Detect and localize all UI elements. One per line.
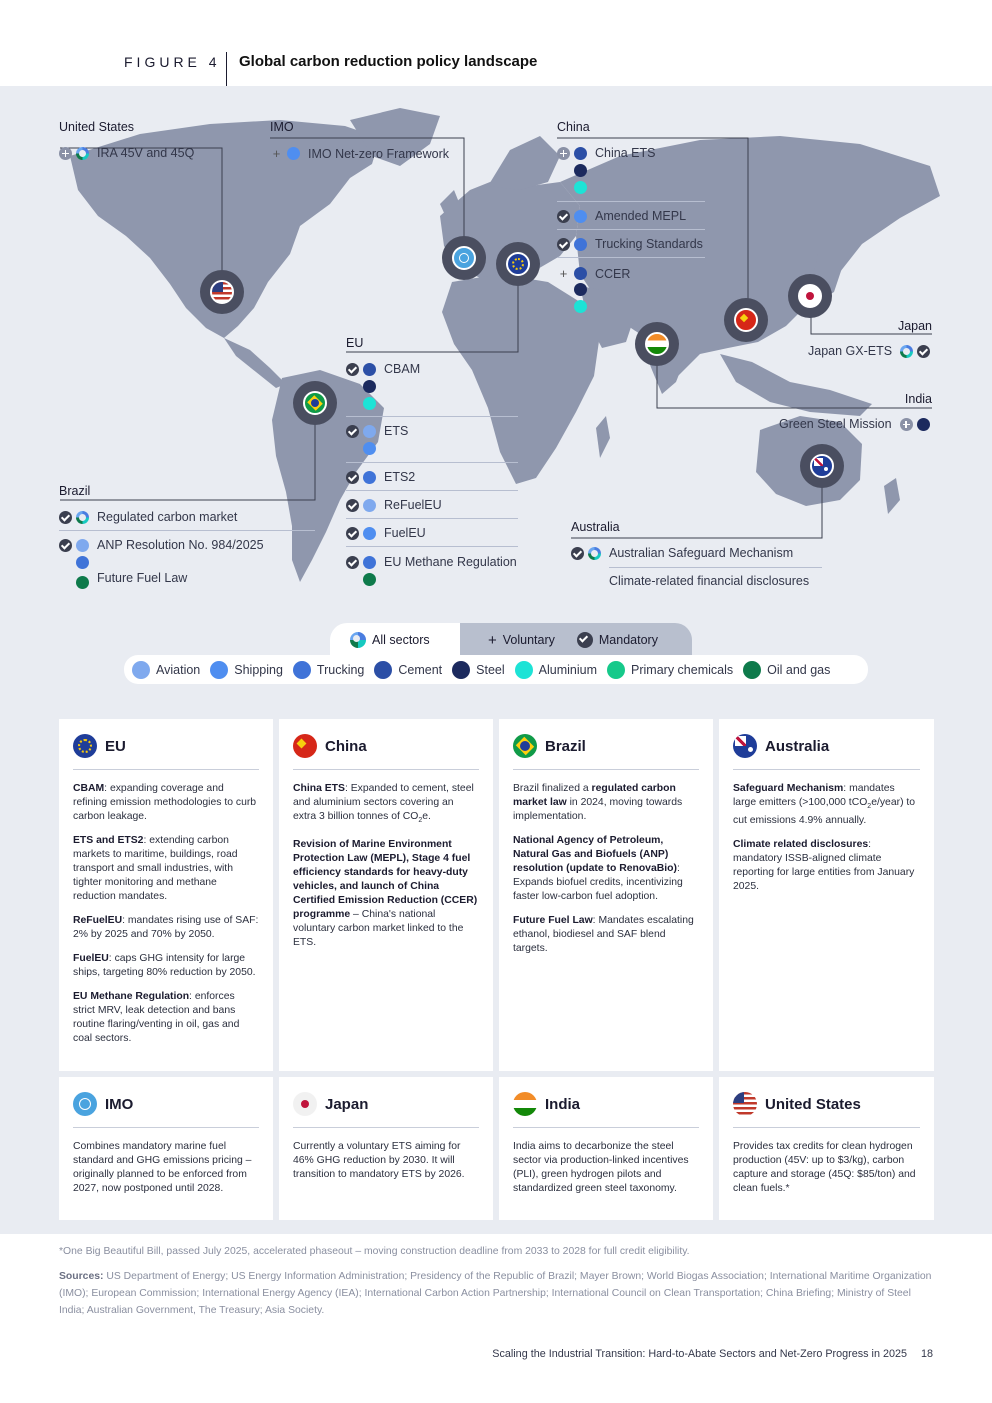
shipping-icon <box>574 210 587 223</box>
china-policy-mepl[interactable]: Amended MEPL <box>557 209 686 223</box>
divider <box>293 1127 479 1128</box>
divider <box>59 530 315 531</box>
region-eu-name: EU <box>346 336 364 350</box>
steel-icon <box>917 418 930 431</box>
brazil-policy-carbon-market[interactable]: Regulated carbon market <box>59 510 237 524</box>
tab-commitment-type[interactable] <box>460 623 692 657</box>
divider <box>733 1127 920 1128</box>
card-australia <box>719 719 934 1071</box>
steel-icon <box>363 380 376 393</box>
oil-gas-icon <box>76 576 89 589</box>
aluminium-icon <box>574 300 587 313</box>
japan-flag-icon <box>798 284 822 308</box>
southeast-asia <box>720 354 872 416</box>
card-title: Australia <box>765 737 830 755</box>
aluminium-dot <box>515 661 533 679</box>
steel-icon <box>574 283 587 296</box>
eu-policy-refueleu[interactable]: ReFuelEU <box>346 498 442 512</box>
legend-trucking: Trucking <box>293 661 364 679</box>
card-text: ReFuelEU: mandates rising use of SAF: 2% by 2025 and 70% by 2050. <box>73 915 259 940</box>
mandatory-icon <box>59 511 72 524</box>
footnote: *One Big Beautiful Bill, passed July 2025, accelerated phaseout – moving construction deadline from 2033 to 2028 for full credit eligibility. <box>59 1246 690 1257</box>
card-title: EU <box>105 737 126 755</box>
world-map <box>0 86 992 706</box>
region-australia-name: Australia <box>571 520 620 534</box>
card-text: China ETS: Expanded to cement, steel and aluminium sectors covering an extra 3 billion tonnes of $CO_2e$. <box>293 783 474 825</box>
region-japan-name: Japan <box>897 319 932 333</box>
imo-emblem-icon <box>73 1092 97 1116</box>
region-us-name: United States <box>59 120 135 134</box>
eu-flag-pin[interactable] <box>496 242 540 286</box>
china-policy-ets[interactable]: China ETS <box>557 146 655 160</box>
australia-policy-safeguard[interactable]: Australian Safeguard Mechanism <box>571 546 793 560</box>
card-japan <box>279 1077 493 1220</box>
card-text: CBAM: expanding coverage and refining emission methodologies to curb carbon leakage. <box>73 783 257 822</box>
sources: Sources: US Department of Energy; US Energy Information Administration; Presidency of the Republic of Brazil; Mayer Brown; World Biogas Association; International Maritime Organization (IMO); European Commission; International Energy Agency (IEA); International Carbon Action Partnership; International Council on Clean Transportation; China Briefing; Ministry of Steel India; Australian Government, The Treasury; Asia Society. <box>59 1271 932 1316</box>
figure-header <box>0 0 992 86</box>
card-united-states <box>719 1077 934 1220</box>
voluntary-icon: + <box>272 146 281 161</box>
check-icon <box>577 632 593 648</box>
cards-section <box>0 706 992 1234</box>
oil-gas-dot <box>743 661 761 679</box>
india-flag-icon <box>645 332 669 356</box>
scandinavia <box>488 136 560 190</box>
mandatory-icon <box>571 547 584 560</box>
card-text: Safeguard Mechanism: mandates large emitters (>100,000 tCO$_2$e/year) to cut emissions 4.9% annually. <box>733 783 916 827</box>
legend-steel: Steel <box>452 661 505 679</box>
us-policy-ira[interactable]: IRA 45V and 45Q <box>59 146 194 160</box>
legend-oil-gas: Oil and gas <box>743 661 830 679</box>
cement-icon <box>574 147 587 160</box>
card-title: Japan <box>325 1095 369 1113</box>
legend-aviation: Aviation <box>132 661 200 679</box>
brazil-flag-icon <box>303 391 327 415</box>
mandatory-icon <box>346 425 359 438</box>
tab-all-sectors[interactable]: All sectors <box>330 623 470 657</box>
india-flag-icon <box>513 1092 537 1116</box>
brazil-policy-future-fuel[interactable]: Future Fuel Law <box>59 566 187 589</box>
brazil-policy-anp[interactable]: ANP Resolution No. 984/2025 <box>59 538 264 552</box>
region-brazil-name: Brazil <box>59 484 91 498</box>
legend-mandatory: Mandatory <box>577 632 658 648</box>
voluntary-icon: + <box>559 266 568 281</box>
madagascar <box>596 416 610 458</box>
steel-dot <box>452 661 470 679</box>
japan-flag-pin[interactable] <box>788 274 832 318</box>
card-text: Combines mandatory marine fuel standard and GHG emissions pricing – originally planned to be enforced from 2027, now postponed until 2028. <box>73 1141 252 1194</box>
aviation-icon <box>76 539 89 552</box>
divider <box>609 567 822 568</box>
all-sectors-icon <box>900 345 913 358</box>
all-sectors-icon <box>76 147 89 160</box>
card-text: Revision of Marine Environment Protection Law (MEPL), Stage 4 fuel efficiency standards for heavy-duty vehicles, and launch of China Certified Emission Reduction (CCER) programme – China's national voluntary carbon market linked to the ETS. <box>293 839 478 949</box>
voluntary-icon <box>900 418 913 431</box>
india-flag-pin[interactable] <box>635 322 679 366</box>
card-text: ETS and ETS2: extending carbon markets to maritime, buildings, road transport and small industries, with tighter monitoring and methane reduction mandates. <box>73 835 238 902</box>
legend-shipping: Shipping <box>210 661 283 679</box>
china-flag-pin[interactable] <box>724 298 768 342</box>
figure-divider <box>226 52 227 86</box>
card-india <box>499 1077 713 1220</box>
shipping-icon <box>287 147 300 160</box>
card-text: Provides tax credits for clean hydrogen production (45V: up to $3/kg), carbon capture and storage (45Q: $85/ton) and clean fuels.* <box>733 1141 916 1194</box>
legend-primary-chemicals: Primary chemicals <box>607 661 733 679</box>
us-flag-icon <box>733 1092 757 1116</box>
divider <box>293 769 479 770</box>
card-text: Climate related disclosures: mandatory ISSB-aligned climate reporting for large entities from January 2025. <box>733 839 915 893</box>
region-imo-name: IMO <box>270 120 294 134</box>
divider <box>513 1127 699 1128</box>
legend-voluntary: + Voluntary <box>488 631 555 649</box>
divider <box>73 769 259 770</box>
shipping-icon <box>363 442 376 455</box>
mandatory-icon <box>346 499 359 512</box>
trucking-icon <box>363 471 376 484</box>
card-brazil <box>499 719 713 1071</box>
card-text: National Agency of Petroleum, Natural Gas and Biofuels (ANP) resolution (update to RenovaBio): Expands biofuel credits, incentivizing faster low-carbon fuel adoption. <box>513 835 683 902</box>
divider <box>733 769 920 770</box>
card-eu <box>59 719 273 1071</box>
china-flag-icon <box>734 308 758 332</box>
divider <box>346 546 518 547</box>
plus-icon: + <box>488 631 497 649</box>
divider <box>346 490 518 491</box>
mandatory-icon <box>59 539 72 552</box>
eu-flag-icon <box>73 734 97 758</box>
sector-legend <box>124 655 868 684</box>
japan-policy-gxets[interactable]: Japan GX-ETS <box>808 344 930 358</box>
us-flag-icon <box>210 280 234 304</box>
card-text: FuelEU: caps GHG intensity for large ships, targeting 80% reduction by 2050. <box>73 953 256 978</box>
mandatory-icon <box>557 210 570 223</box>
us-flag-pin[interactable] <box>200 270 244 314</box>
cement-icon <box>574 267 587 280</box>
japan-flag-icon <box>293 1092 317 1116</box>
divider <box>513 769 699 770</box>
aviation-icon <box>363 499 376 512</box>
card-text: Future Fuel Law: Mandates escalating ethanol, biodiesel and SAF blend targets. <box>513 915 694 954</box>
aluminium-icon <box>574 181 587 194</box>
trucking-dot <box>293 661 311 679</box>
mandatory-icon <box>346 363 359 376</box>
imo-flag-pin[interactable] <box>442 236 486 280</box>
imo-policy-netzero[interactable]: + IMO Net-zero Framework <box>270 146 449 161</box>
card-china <box>279 719 493 1071</box>
divider <box>346 462 518 463</box>
steel-icon <box>574 164 587 177</box>
china-policy-trucking[interactable]: Trucking Standards <box>557 237 703 251</box>
mandatory-icon <box>346 527 359 540</box>
divider <box>346 416 518 417</box>
map-panel <box>0 86 992 706</box>
cement-dot <box>374 661 392 679</box>
voluntary-icon <box>59 147 72 160</box>
eu-policy-methane[interactable]: EU Methane Regulation <box>346 555 517 569</box>
region-india-name: India <box>904 392 932 406</box>
shipping-icon <box>363 527 376 540</box>
footer-title: Scaling the Industrial Transition: Hard-to-Abate Sectors and Net-Zero Progress in 2025 <box>492 1348 907 1360</box>
eu-flag-icon <box>506 252 530 276</box>
shipping-dot <box>210 661 228 679</box>
brazil-flag-pin[interactable] <box>293 381 337 425</box>
card-text: India aims to decarbonize the steel sector via production-linked incentives (PLI), green hydrogen pilots and standardized green steel taxonomy. <box>513 1141 689 1194</box>
card-text: Currently a voluntary ETS aiming for 46% GHG reduction by 2030. It will transition to mandatory ETS by 2026. <box>293 1141 465 1180</box>
divider <box>557 201 705 202</box>
eu-policy-ets2[interactable]: ETS2 <box>346 470 415 484</box>
central-america <box>224 338 286 388</box>
brazil-flag-icon <box>513 734 537 758</box>
card-title: Brazil <box>545 737 586 755</box>
new-zealand <box>884 478 900 514</box>
eu-policy-ets[interactable]: ETS <box>346 424 408 438</box>
divider <box>73 1127 259 1128</box>
trucking-icon <box>574 238 587 251</box>
page-footer <box>492 1348 933 1360</box>
page-number: 18 <box>920 1348 933 1360</box>
all-sectors-icon <box>350 632 366 648</box>
divider <box>557 257 705 258</box>
card-text: EU Methane Regulation: enforces strict MRV, leak detection and bans routine flaring/venting in oil, gas and coal sectors. <box>73 991 240 1044</box>
card-title: India <box>545 1095 581 1113</box>
imo-emblem-icon <box>452 246 476 270</box>
chemicals-dot <box>607 661 625 679</box>
divider <box>346 518 518 519</box>
mandatory-icon <box>346 471 359 484</box>
china-policy-ccer[interactable]: + CCER <box>557 266 630 281</box>
australia-flag-icon <box>733 734 757 758</box>
all-sectors-icon <box>76 511 89 524</box>
card-title: China <box>325 737 367 755</box>
figure-title: Global carbon reduction policy landscape <box>239 53 538 70</box>
cement-icon <box>363 363 376 376</box>
trucking-icon <box>363 556 376 569</box>
australia-flag-icon <box>810 454 834 478</box>
india-policy-greensteel[interactable]: Green Steel Mission <box>779 417 930 431</box>
legend-aluminium: Aluminium <box>515 661 597 679</box>
figure-label: FIGURE 4 <box>124 54 221 70</box>
australia-policy-disclosures[interactable]: Climate-related financial disclosures <box>609 574 810 588</box>
all-sectors-icon <box>588 547 601 560</box>
mandatory-icon <box>557 238 570 251</box>
aluminium-icon <box>363 397 376 410</box>
mandatory-icon <box>917 345 930 358</box>
card-text: Brazil finalized a regulated carbon market law in 2024, moving towards implementation. <box>513 783 683 822</box>
card-imo <box>59 1077 273 1220</box>
aviation-dot <box>132 661 150 679</box>
eu-policy-cbam[interactable]: CBAM <box>346 362 420 376</box>
aviation-icon <box>363 425 376 438</box>
card-title: IMO <box>105 1095 134 1113</box>
legend-cement: Cement <box>374 661 442 679</box>
mandatory-icon <box>346 556 359 569</box>
china-flag-icon <box>293 734 317 758</box>
oil-gas-icon <box>363 573 376 586</box>
voluntary-icon <box>557 147 570 160</box>
region-china-name: China <box>557 120 590 134</box>
eu-policy-fueleu[interactable]: FuelEU <box>346 526 426 540</box>
australia-flag-pin[interactable] <box>800 444 844 488</box>
divider <box>557 229 705 230</box>
card-title: United States <box>765 1095 861 1113</box>
